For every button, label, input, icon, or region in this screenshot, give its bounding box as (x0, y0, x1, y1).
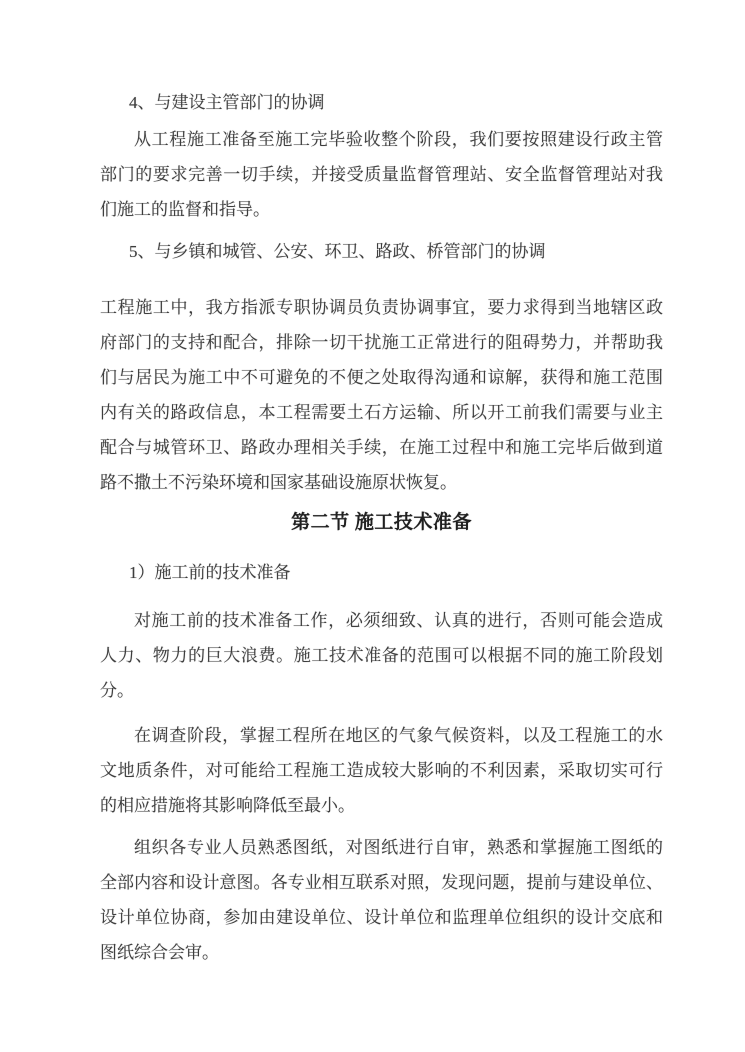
text-line: 府部门的支持和配合，排除一切干扰施工正常进行的阻碍势力，并帮助我 (100, 333, 663, 352)
text-line: 对施工前的技术准备工作，必须细致、认真的进行，否则可能会造成 (134, 611, 663, 630)
text-line: 工程施工中，我方指派专职协调员负责协调事宜，要力求得到当地辖区政 (100, 298, 663, 317)
clause-4-heading (100, 85, 663, 120)
text-line: 分。 (100, 681, 134, 700)
tech-prep-paragraph-1 (100, 603, 663, 708)
text-line: 们与居民为施工中不可避免的不便之处取得沟通和谅解，获得和施工范围 (100, 368, 663, 387)
text-line: 从工程施工准备至施工完毕验收整个阶段，我们要按照建设行政主管 (134, 130, 663, 149)
tech-prep-paragraph-2 (100, 718, 663, 823)
document-body (100, 85, 663, 970)
text-line: 文地质条件，对可能给工程施工造成较大影响的不利因素，采取切实可行 (100, 761, 663, 780)
text-line: 4、与建设主管部门的协调 (129, 93, 325, 112)
section-title: 第二节 施工技术准备 (291, 512, 472, 533)
text-line: 全部内容和设计意图。各专业相互联系对照，发现问题，提前与建设单位、 (100, 873, 663, 892)
text-line: 们施工的监督和指导。 (100, 200, 270, 219)
text-line: 在调查阶段，掌握工程所在地区的气象气候资料，以及工程施工的水 (134, 726, 663, 745)
text-line: 图纸综合会审。 (100, 943, 219, 962)
text-line: 设计单位协商，参加由建设单位、设计单位和监理单位组织的设计交底和 (100, 908, 663, 927)
text-line: 组织各专业人员熟悉图纸，对图纸进行自审，熟悉和掌握施工图纸的 (134, 838, 663, 857)
tech-prep-paragraph-3 (100, 830, 663, 970)
text-line: 1）施工前的技术准备 (129, 563, 291, 582)
item-1-heading (100, 555, 663, 590)
text-line: 配合与城管环卫、路政办理相关手续，在施工过程中和施工完毕后做到道 (100, 438, 663, 457)
clause-5-heading (100, 234, 663, 269)
text-line: 人力、物力的巨大浪费。施工技术准备的范围可以根据不同的施工阶段划 (100, 646, 663, 665)
clause-5-paragraph (100, 290, 663, 500)
text-line: 路不撒土不污染环境和国家基础设施原状恢复。 (100, 473, 457, 492)
text-line: 部门的要求完善一切手续，并接受质量监督管理站、安全监督管理站对我 (100, 165, 663, 184)
section-2-heading (100, 503, 663, 543)
clause-4-paragraph (100, 122, 663, 227)
text-line: 的相应措施将其影响降低至最小。 (100, 796, 355, 815)
text-line: 5、与乡镇和城管、公安、环卫、路政、桥管部门的协调 (129, 242, 546, 261)
text-line: 内有关的路政信息，本工程需要土石方运输、所以开工前我们需要与业主 (100, 403, 663, 422)
